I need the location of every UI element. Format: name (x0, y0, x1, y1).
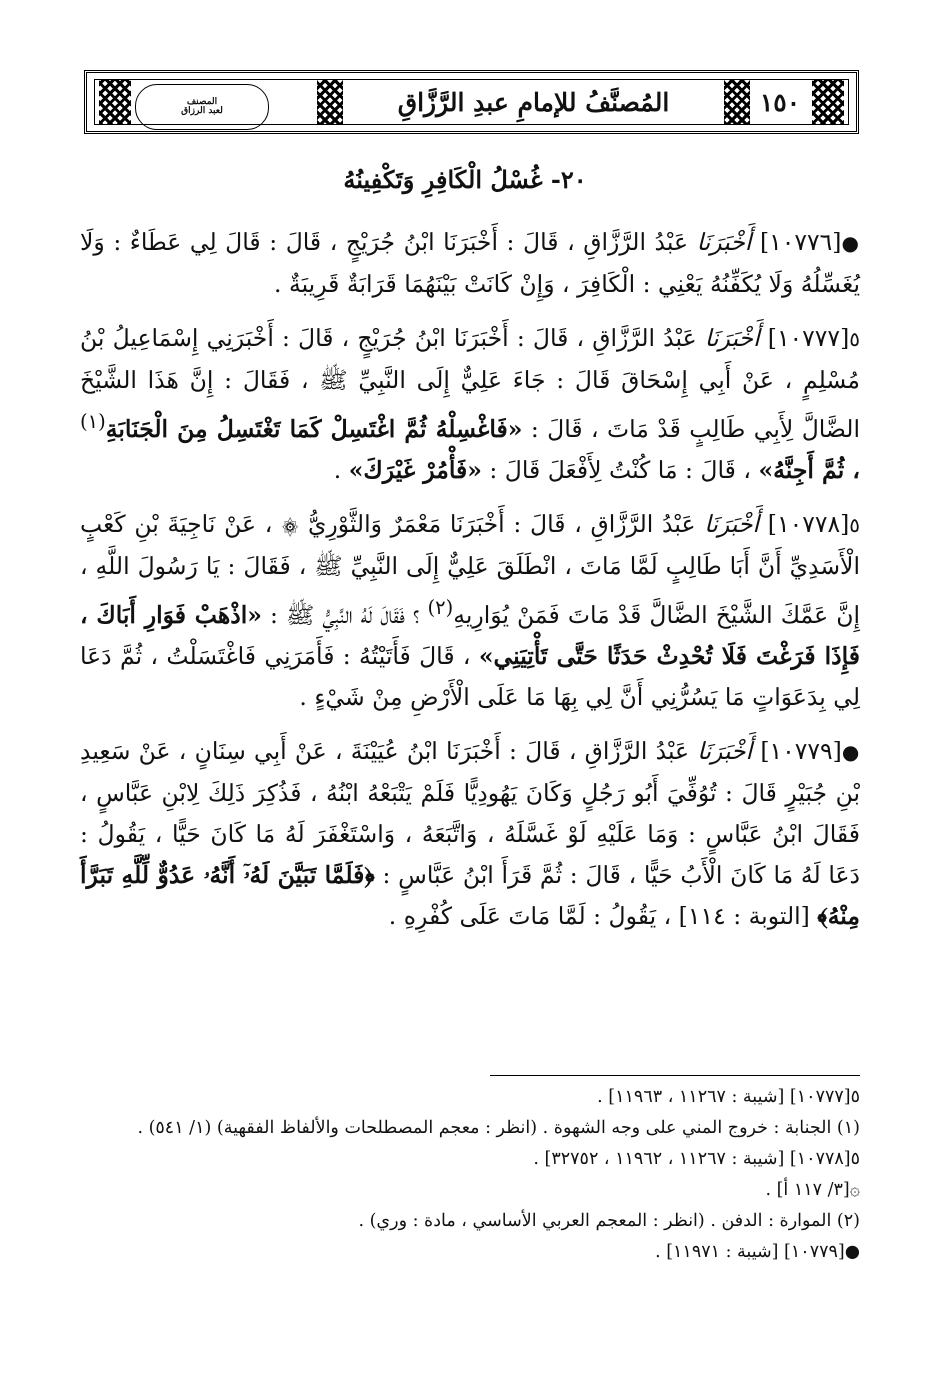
ornament-left-icon (99, 80, 131, 124)
hadith-text: . (333, 455, 342, 484)
hadith-text: عَبْدُ الرَّزَّاقِ ، قَالَ : أَخْبَرَنَا مَعْمَرٌ وَالثَّوْرِيُّ ۞ ، عَنْ نَاجِيَةَ بْنِ كَعْبٍ الْأَسَدِيِّ أَنَّ أَبَا طَالِبٍ لَمَّا مَاتَ ، انْطَلَقَ عَلِيٌّ إِلَى النَّبِيِّ ﷺ ، فَقَالَ : يَا رَسُولَ اللَّهِ ، إِنَّ عَمَّكَ الشَّيْخَ الضَّالَّ قَدْ مَاتَ فَمَنْ يُوَارِيهِ (80, 509, 860, 629)
footnote-ref: (١) (80, 410, 106, 433)
akhbarana-word: أَخْبَرَنَا (696, 228, 752, 256)
hadith-text: عَبْدُ الرَّزَّاقِ ، قَالَ : أَخْبَرَنَا ابْنُ جُرَيْجٍ ، قَالَ : أَخْبَرَنِي إِسْمَاعِيلُ بْنُ مُسْلِمٍ ، عَنْ أَبِي إِسْحَاقَ قَالَ : جَاءَ عَلِيٌّ إِلَى النَّبِيِّ ﷺ ، فَقَالَ : إِنَّ هَذَا الشَّيْخَ الضَّالَّ لِأَبِي طَالِبٍ قَدْ مَاتَ ، قَالَ : (80, 324, 860, 443)
hadith-text: عَبْدُ الرَّزَّاقِ ، قَالَ : أَخْبَرَنَا ابْنُ جُرَيْجٍ ، قَالَ : قَالَ لِي عَطَاءٌ : وَلَا يُغَسِّلُهُ وَلَا يُكَفِّنُهُ يَعْنِي : الْكَافِرَ ، وَإِنْ كَانَتْ بَيْنَهُمَا قَرَابَةٌ قَرِيبَةٌ . (80, 228, 860, 298)
footnote-line: (١) الجنابة : خروج المني على وجه الشهوة . (انظر : معجم المصطلحات والألفاظ الفقهية) (١/ ٥٤١) . (137, 1118, 860, 1138)
hadith-text: ؟ فَقَالَ لَهُ النَّبِيُّ ﷺ : (270, 600, 420, 629)
footnotes (80, 1082, 860, 1268)
page-header-banner (84, 70, 859, 134)
footnote-line: (٢) الموارة : الدفن . (انظر : المعجم العربي الأساسي ، مادة : وري) . (358, 1211, 860, 1231)
hadith-marker: ● (841, 231, 860, 255)
footnote-line: ٥[١٠٧٧٧] [شيبة : ١١٢٦٧ ، ١١٩٦٣] . (597, 1087, 860, 1107)
hadith-text: [التوبة : ١١٤] ، يَقُولُ : لَمَّا مَاتَ عَلَى كُفْرِهِ . (388, 901, 810, 930)
hadith-paragraph (80, 504, 860, 718)
hadith-paragraph (80, 731, 860, 937)
ornament-right-inner-icon (724, 80, 750, 124)
hadith-text: ، قَالَ : مَا كُنْتُ لِأَفْعَلَ قَالَ : (489, 455, 751, 484)
book-seal-logo: المصنف لعبد الرزاق (135, 84, 269, 130)
prophet-quote-cont: ، ثُمَّ أَجِنَّهُ» (758, 455, 860, 484)
footnote-line: ●[١٠٧٧٩] [شيبة : ١١٩٧١] . (655, 1242, 860, 1262)
ornament-right-icon (812, 80, 844, 124)
footnote-line: ۞[٣/ ١١٧ أ] . (765, 1180, 860, 1200)
page-number: ١٥٠ (759, 87, 801, 117)
hadith-paragraph (80, 222, 860, 305)
hadith-number: [١٠٧٧٩] (760, 736, 842, 765)
akhbarana-word: أَخْبَرَنَا (704, 324, 760, 352)
footnote-ref: (٢) (427, 595, 454, 619)
hadith-marker: ● (841, 739, 861, 764)
footnote-divider (490, 1075, 860, 1076)
quran-verse: ﴿فَلَمَّا تَبَيَّنَ لَهُۥٓ أَنَّهُۥ عَدُوٌّ لِّلَّهِ تَبَرَّأَ مِنْهُ﴾ (80, 860, 860, 930)
hadith-paragraph (80, 318, 860, 491)
prophet-quote: «فَأْمُرْ غَيْرَكَ» (348, 455, 482, 484)
hadith-text: عَبْدُ الرَّزَّاقِ ، قَالَ : أَخْبَرَنَا ابْنُ عُيَيْنَةَ ، عَنْ أَبِي سِنَانٍ ، عَنْ سَعِيدِ بْنِ جُبَيْرٍ قَالَ : تُوُفِّيَ أَبُو رَجُلٍ وَكَانَ يَهُودِيًّا فَلَمْ يَتْبَعْهُ ابْنُهُ ، فَذُكِرَ ذَلِكَ لِابْنِ عَبَّاسٍ ، فَقَالَ ابْنُ عَبَّاسٍ : وَمَا عَلَيْهِ لَوْ غَسَّلَهُ ، وَاتَّبَعَهُ ، وَاسْتَغْفَرَ لَهُ مَا كَانَ حَيًّا ، يَقُولُ : دَعَا لَهُ مَا كَانَ الْأَبُ حَيًّا ، قَالَ : ثُمَّ قَرَأَ ابْنُ عَبَّاسٍ : (80, 736, 861, 889)
prophet-quote: «اذْهَبْ فَوَارِ أَبَاكَ ، فَإِذَا فَرَغْتَ فَلَا تُحْدِثْ حَدَثًا حَتَّى تَأْتِيَنِي» (80, 600, 860, 670)
akhbarana-word: أَخْبَرَنَا (697, 736, 753, 765)
hadith-marker: ٥ (849, 327, 860, 351)
hadith-number: [١٠٧٧٦] (759, 228, 842, 256)
hadith-marker: ٥ (849, 512, 860, 537)
hadith-number: [١٠٧٧٨] (767, 509, 850, 538)
footnote-line: ٥[١٠٧٧٨] [شيبة : ١١٢٦٧ ، ١١٩٦٢ ، ٣٢٧٥٢] . (533, 1149, 860, 1169)
header-inner-frame (94, 79, 849, 125)
hadith-text: ، قَالَ فَأَتَيْتُهُ : فَأَمَرَنِي فَاغْتَسَلْتُ ، ثُمَّ دَعَا لِي بِدَعَوَاتٍ مَا يَسُرُّنِي أَنَّ لِي بِهَا مَا عَلَى الْأَرْضِ مِنْ شَيْءٍ . (80, 641, 860, 711)
book-title: المُصنَّفُ للإمامِ عبدِ الرَّزَّاقِ (397, 87, 670, 117)
main-text (80, 222, 860, 950)
prophet-quote: «فَاغْسِلْهُ ثُمَّ اغْتَسِلْ كَمَا تَغْتَسِلُ مِنَ الْجَنَابَةِ (105, 414, 523, 443)
ornament-left-inner-icon (317, 80, 343, 124)
akhbarana-word: أَخْبَرَنَا (704, 509, 760, 538)
hadith-number: [١٠٧٧٧] (767, 324, 850, 352)
chapter-title: ٢٠- غُسْلُ الْكَافِرِ وَتَكْفِينُهُ (343, 165, 587, 194)
